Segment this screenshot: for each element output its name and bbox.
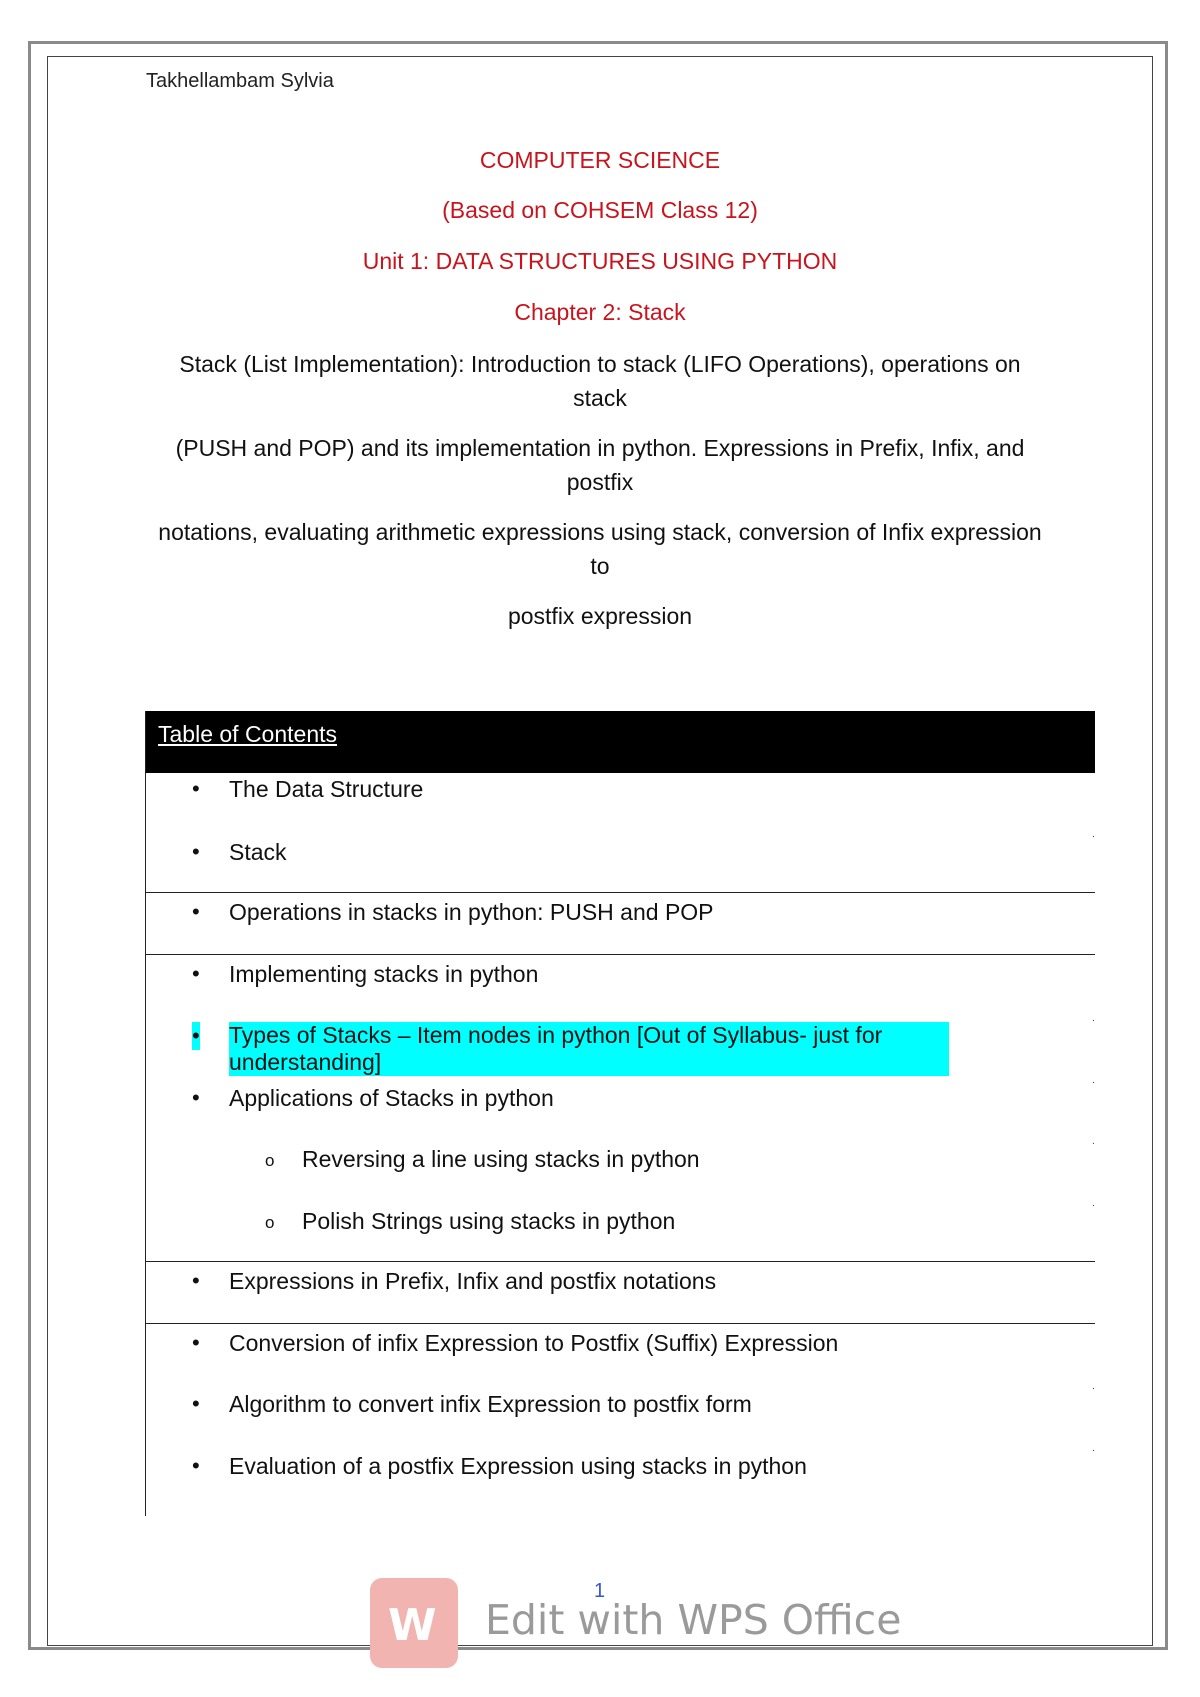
leader-dot: .	[1092, 1136, 1095, 1147]
leader-dot: .	[1092, 1075, 1095, 1086]
toc-item-label: Polish Strings using stacks in python	[302, 1208, 676, 1234]
bullet-icon: •	[192, 839, 200, 864]
toc-divider	[146, 1261, 1095, 1262]
toc-item-label: Algorithm to convert infix Expression to postfix form	[229, 1391, 752, 1417]
subject-heading: COMPUTER SCIENCE	[479, 147, 721, 173]
toc-header	[146, 711, 1095, 773]
toc-divider	[146, 954, 1095, 955]
syllabus-line: postfix expression	[507, 603, 693, 629]
unit-heading: Unit 1: DATA STRUCTURES USING PYTHON	[362, 248, 838, 274]
page-number: 1	[594, 1580, 606, 1602]
syllabus-line: Stack (List Implementation): Introduction to stack (LIFO Operations), operations on stack	[179, 351, 1021, 411]
wps-w-glyph: W	[388, 1600, 433, 1651]
bullet-icon: •	[192, 1453, 200, 1478]
leader-dot: .	[1092, 1198, 1095, 1209]
toc-item-label: Expressions in Prefix, Infix and postfix notations	[229, 1268, 717, 1294]
syllabus-line: notations, evaluating arithmetic expressions using stack, conversion of Infix expression to	[158, 519, 1042, 579]
wps-watermark[interactable]: Edit with WPS Office	[485, 1596, 902, 1644]
toc-item-label: Evaluation of a postfix Expression using stacks in python	[229, 1453, 807, 1479]
syllabus-text	[150, 347, 1050, 649]
toc-item-label: Stack	[229, 839, 287, 865]
chapter-heading: Chapter 2: Stack	[514, 299, 686, 325]
toc-item-label: Operations in stacks in python: PUSH and POP	[229, 899, 714, 925]
toc-divider	[146, 1323, 1095, 1324]
toc-item-label: Types of Stacks – Item nodes in python [Out of Syllabus- just for understanding]	[229, 1022, 949, 1076]
bullet-icon: •	[192, 776, 200, 801]
bullet-icon: •	[192, 1023, 200, 1048]
leader-dot: .	[1092, 1013, 1095, 1024]
toc-title[interactable]: Table of Contents	[158, 721, 338, 747]
bullet-icon: •	[192, 899, 200, 924]
table-of-contents	[145, 711, 1095, 1516]
sub-bullet-icon: o	[265, 1213, 275, 1232]
syllabus-line: (PUSH and POP) and its implementation in python. Expressions in Prefix, Infix, and postfix	[175, 435, 1025, 495]
wps-logo-icon[interactable]	[370, 1578, 458, 1668]
leader-dot: .	[1092, 1443, 1095, 1454]
basis-heading: (Based on COHSEM Class 12)	[442, 197, 758, 223]
author-name: Takhellambam Sylvia	[146, 70, 334, 92]
leader-dot: .	[1092, 829, 1095, 840]
toc-item-label: Implementing stacks in python	[229, 961, 539, 987]
toc-item-label: The Data Structure	[229, 776, 424, 802]
sub-bullet-icon: o	[265, 1151, 275, 1170]
bullet-icon: •	[192, 1391, 200, 1416]
toc-item-label: Reversing a line using stacks in python	[302, 1146, 700, 1172]
bullet-icon: •	[192, 961, 200, 986]
bullet-icon: •	[192, 1330, 200, 1355]
bullet-icon: •	[192, 1085, 200, 1110]
toc-item-label: Conversion of infix Expression to Postfix (Suffix) Expression	[229, 1330, 839, 1356]
toc-item-label: Applications of Stacks in python	[229, 1085, 554, 1111]
toc-divider	[146, 892, 1095, 893]
leader-dot: .	[1092, 1381, 1095, 1392]
bullet-icon: •	[192, 1268, 200, 1293]
